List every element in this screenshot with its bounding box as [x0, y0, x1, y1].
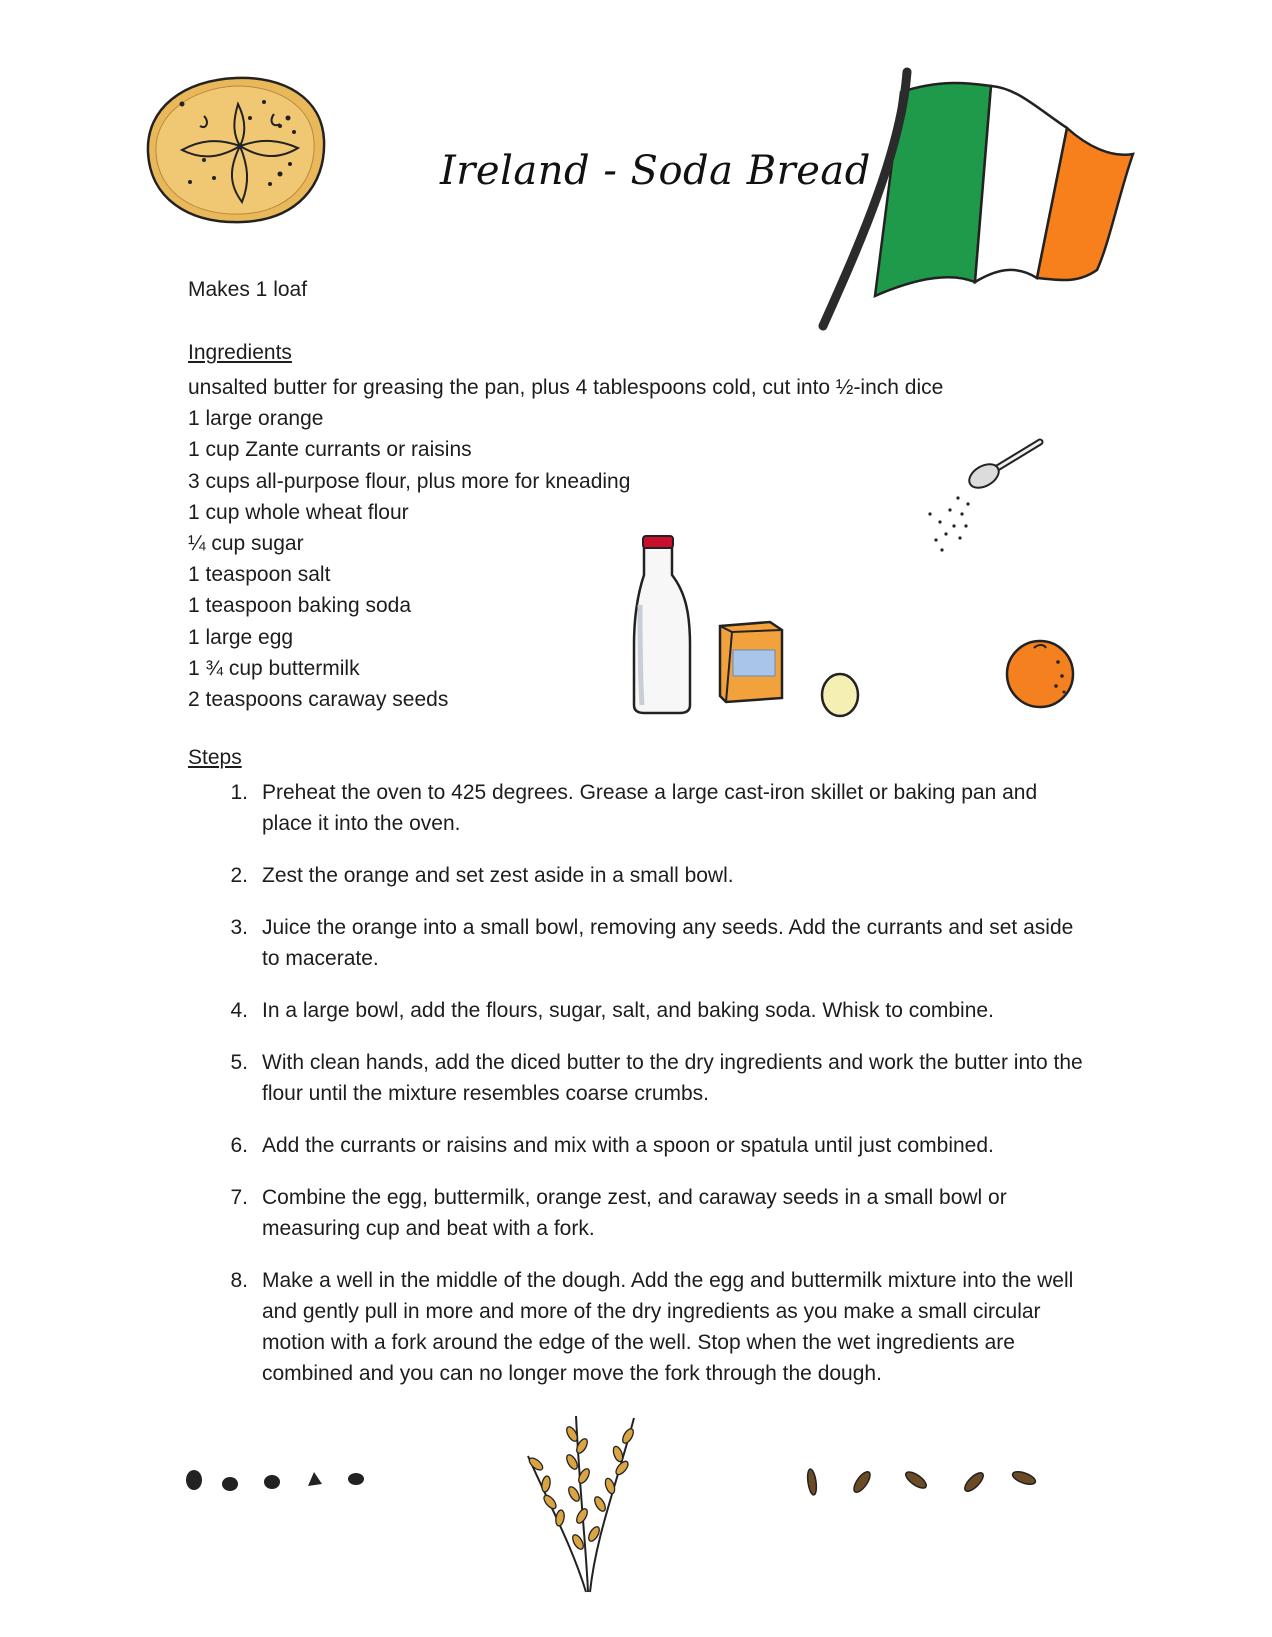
step-number: 3. — [230, 916, 248, 939]
currants-icon — [180, 1460, 380, 1500]
egg-icon — [818, 670, 862, 720]
step-text: Preheat the oven to 425 degrees. Grease a large cast-iron skillet or baking pan and place it into the oven. — [262, 781, 1038, 835]
ingredient-item: 1 teaspoon baking soda — [188, 594, 412, 618]
step-number: 4. — [230, 999, 248, 1022]
orange-icon — [1002, 634, 1080, 712]
step-text: Combine the egg, buttermilk, orange zest, and caraway seeds in a small bowl or measuring cup and beat with a fork. — [262, 1186, 1007, 1240]
step-text: Make a well in the middle of the dough. Add the egg and buttermilk mixture into the well and gently pull in more and more of the dry ingredients as you make a small circular motion with a fork around the edge of the well. Stop when the wet ingredients are combined and you can no longer move the fork through the dough. — [262, 1269, 1074, 1385]
soda-bread-icon — [144, 74, 330, 226]
ingredient-item: ¼ cup sugar — [188, 532, 304, 556]
ingredient-item: 1 large egg — [188, 625, 294, 649]
ingredient-item: 1 cup Zante currants or raisins — [188, 438, 472, 462]
ingredient-item: 1 large orange — [188, 407, 324, 431]
recipe-yield: Makes 1 loaf — [188, 278, 308, 301]
baking-soda-box-icon — [716, 612, 788, 704]
ingredient-item: 1 teaspoon salt — [188, 563, 331, 587]
step-number: 8. — [230, 1269, 248, 1292]
step-item — [188, 1265, 1088, 1389]
step-number: 5. — [230, 1051, 248, 1074]
step-item — [188, 1047, 1088, 1109]
step-item — [188, 912, 1088, 974]
spoon-icon — [910, 430, 1070, 590]
step-text: In a large bowl, add the flours, sugar, salt, and baking soda. Whisk to combine. — [262, 999, 994, 1022]
step-number: 6. — [230, 1134, 248, 1157]
step-number: 7. — [230, 1186, 248, 1209]
step-text: Add the currants or raisins and mix with a spoon or spatula until just combined. — [262, 1134, 994, 1157]
ingredient-item: 1 cup whole wheat flour — [188, 500, 409, 524]
caraway-seeds-icon — [800, 1462, 1060, 1502]
step-item — [188, 1130, 1088, 1161]
step-item — [188, 777, 1088, 839]
page-title: Ireland - Soda Bread — [440, 148, 871, 194]
step-item — [188, 1182, 1088, 1244]
irish-flag-icon — [815, 64, 1145, 336]
steps-heading: Steps — [188, 746, 242, 769]
ingredient-item: unsalted butter for greasing the pan, plus 4 tablespoons cold, cut into ½-inch dice — [188, 376, 944, 399]
ingredient-item: 1 ¾ cup buttermilk — [188, 656, 360, 680]
step-item — [188, 995, 1088, 1026]
step-text: Zest the orange and set zest aside in a small bowl. — [262, 864, 734, 887]
steps-list — [188, 777, 1088, 1410]
ingredients-heading: Ingredients — [188, 341, 292, 364]
wheat-icon — [516, 1406, 666, 1596]
step-text: Juice the orange into a small bowl, removing any seeds. Add the currants and set aside to macerate. — [262, 916, 1074, 970]
milk-bottle-icon — [630, 535, 700, 715]
step-text: With clean hands, add the diced butter to the dry ingredients and work the butter into the flour until the mixture resembles coarse crumbs. — [262, 1051, 1083, 1105]
step-number: 2. — [230, 864, 248, 887]
step-item — [188, 860, 1088, 891]
ingredient-item: 2 teaspoons caraway seeds — [188, 688, 449, 712]
step-number: 1. — [230, 781, 248, 804]
ingredient-item: 3 cups all-purpose flour, plus more for kneading — [188, 469, 631, 493]
ingredients-list — [188, 372, 943, 715]
